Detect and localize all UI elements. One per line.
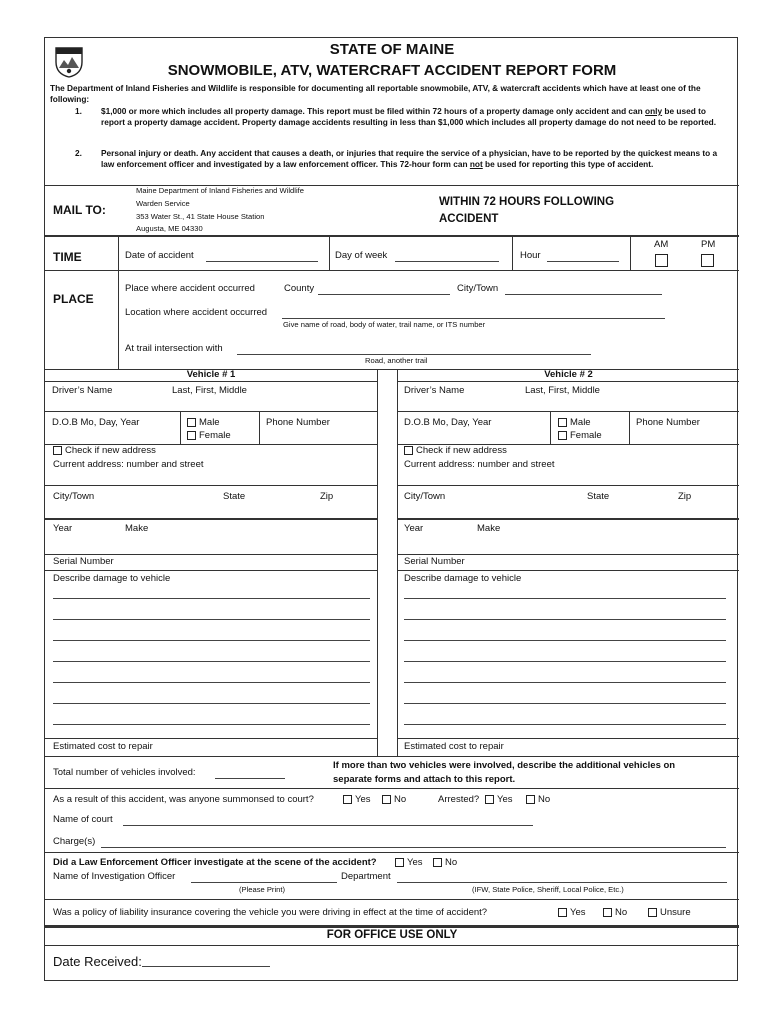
arrested-no-checkbox[interactable] — [526, 795, 535, 804]
vehicle-1-damage-line[interactable] — [53, 672, 370, 683]
officer-yes-checkbox[interactable] — [395, 858, 404, 867]
arrested-yes-checkbox[interactable] — [485, 795, 494, 804]
vehicle-2-damage-line[interactable] — [404, 630, 726, 641]
vehicle-1-heading: Vehicle # 1 — [186, 369, 236, 380]
vehicle-2-damage-label: Describe damage to vehicle — [404, 573, 522, 584]
officer-no-checkbox[interactable] — [433, 858, 442, 867]
summonsed-yes-checkbox[interactable] — [343, 795, 352, 804]
am-label: AM — [654, 239, 669, 250]
vehicle-2-make-label: Make — [477, 523, 501, 534]
place-occurred-label: Place where accident occurred — [125, 283, 255, 294]
vehicle-1-damage-line[interactable] — [53, 651, 370, 662]
vehicle-2-state-label: State — [587, 491, 610, 502]
vehicle-2-male-checkbox[interactable] — [558, 418, 567, 427]
insurance-question: Was a policy of liability insurance covering the vehicle you were driving in effect at the time of accident? — [53, 907, 488, 918]
department-label: Department — [341, 871, 391, 882]
vehicle-1-damage-line[interactable] — [53, 588, 370, 599]
vehicle-2-dob-label: D.O.B Mo, Day, Year — [404, 417, 492, 428]
vehicle-2-heading: Vehicle # 2 — [544, 369, 593, 380]
time-label: TIME — [53, 250, 82, 264]
vehicle-1-damage-line[interactable] — [53, 609, 370, 620]
vehicle-1-year-label: Year — [53, 523, 73, 534]
summonsed-question: As a result of this accident, was anyone summonsed to court? — [53, 794, 314, 805]
arrested-label: Arrested? — [438, 794, 480, 805]
officer-name-field[interactable] — [191, 872, 337, 883]
arrested-no-option[interactable]: No — [526, 794, 550, 805]
vehicle-1-male-checkbox[interactable] — [187, 418, 196, 427]
vehicle-1-driver-format: Last, First, Middle — [172, 385, 247, 396]
hour-label: Hour — [520, 250, 541, 261]
vehicle-2-driver-label: Driver’s Name — [404, 385, 465, 396]
vehicle-1-new-address-checkbox[interactable] — [53, 446, 62, 455]
vehicle-2-phone-label: Phone Number — [636, 417, 700, 428]
date-of-accident-label: Date of accident — [125, 250, 194, 261]
date-of-accident-field[interactable] — [206, 251, 318, 262]
mail-address-line1: Maine Department of Inland Fisheries and Wildlife — [136, 186, 304, 195]
form-title-state: STATE OF MAINE — [329, 41, 455, 58]
officer-name-label: Name of Investigation Officer — [53, 871, 176, 882]
vehicle-1-male-option[interactable]: Male — [187, 417, 220, 428]
vehicle-1-make-label: Make — [125, 523, 149, 534]
vehicle-1-dob-label: D.O.B Mo, Day, Year — [52, 417, 140, 428]
insurance-no-checkbox[interactable] — [603, 908, 612, 917]
charges-label: Charge(s) — [53, 836, 96, 847]
vehicle-1-female-option[interactable]: Female — [187, 430, 231, 441]
location-hint: Give name of road, body of water, trail name, or ITS number — [283, 320, 486, 329]
vehicle-1-damage-label: Describe damage to vehicle — [53, 573, 171, 584]
arrested-yes-option[interactable]: Yes — [485, 794, 513, 805]
county-field[interactable] — [318, 284, 450, 295]
vehicle-1-serial-label: Serial Number — [53, 556, 114, 567]
vehicle-1-new-address-option[interactable]: Check if new address — [53, 445, 156, 456]
court-name-label: Name of court — [53, 814, 113, 825]
summonsed-no-checkbox[interactable] — [382, 795, 391, 804]
day-of-week-label: Day of week — [335, 250, 388, 261]
report-form — [44, 37, 738, 981]
mail-address-line3: 353 Water St., 41 State House Station — [136, 212, 265, 221]
insurance-unsure-option[interactable]: Unsure — [648, 907, 691, 918]
location-field[interactable] — [282, 308, 665, 319]
intro-item1-number: 1. — [75, 106, 82, 116]
date-received-label: Date Received: — [53, 954, 142, 969]
officer-no-option[interactable]: No — [433, 857, 457, 868]
officer-yes-option[interactable]: Yes — [395, 857, 423, 868]
vehicle-2-cost-label: Estimated cost to repair — [404, 741, 504, 752]
vehicle-1-damage-line[interactable] — [53, 693, 370, 704]
mail-to-label: MAIL TO: — [53, 203, 106, 217]
date-received-field[interactable] — [142, 956, 270, 967]
court-name-field[interactable] — [123, 815, 533, 826]
vehicle-1-damage-line[interactable] — [53, 714, 370, 725]
vehicle-1-city-label: City/Town — [53, 491, 95, 502]
deadline-notice-line1: WITHIN 72 HOURS FOLLOWING — [439, 196, 615, 208]
vehicle-2-damage-line[interactable] — [404, 609, 726, 620]
mail-address-line2: Warden Service — [136, 199, 190, 208]
deadline-notice-line2: ACCIDENT — [439, 213, 499, 225]
am-checkbox[interactable] — [655, 254, 668, 267]
vehicle-1-driver-label: Driver’s Name — [52, 385, 113, 396]
trail-intersection-hint: Road, another trail — [365, 356, 428, 365]
hour-field[interactable] — [547, 251, 619, 262]
vehicle-1-damage-line[interactable] — [53, 630, 370, 641]
trail-intersection-label: At trail intersection with — [125, 343, 223, 354]
summonsed-no-option[interactable]: No — [382, 794, 406, 805]
intro-item1: $1,000 or more which includes all property damage. This report must be filed within 72 hours of a property damage only accident and can only be used to report a property damage accident. Property damage accidents resulting in less than $1,000 which includes all property damage do not need to be reported. — [101, 106, 717, 128]
intro-item2: Personal injury or death. Any accident that causes a death, or injuries that require the service of a physician, have to be reported by the quickest means to a law enforcement officer and investigated by a law enforcement officer. This 72-hour form can not be used for reporting this type of accident. — [101, 148, 718, 170]
day-of-week-field[interactable] — [395, 251, 499, 262]
city-town-field[interactable] — [505, 284, 662, 295]
total-vehicles-field[interactable] — [215, 768, 285, 779]
vehicle-2-male-option[interactable]: Male — [558, 417, 591, 428]
intro-item2-number: 2. — [75, 148, 82, 158]
place-label: PLACE — [53, 292, 94, 306]
county-label: County — [284, 283, 315, 294]
vehicle-1-phone-label: Phone Number — [266, 417, 330, 428]
vehicle-1-female-checkbox[interactable] — [187, 431, 196, 440]
officer-name-hint: (Please Print) — [239, 885, 286, 894]
vehicle-2-damage-line[interactable] — [404, 588, 726, 599]
vehicle-1-state-label: State — [223, 491, 246, 502]
vehicle-2-damage-line[interactable] — [404, 714, 726, 725]
insurance-unsure-checkbox[interactable] — [648, 908, 657, 917]
vehicle-2-damage-line[interactable] — [404, 693, 726, 704]
additional-vehicles-note-line1: If more than two vehicles were involved, describe the additional vehicles on — [333, 760, 676, 771]
trail-intersection-field[interactable] — [237, 344, 591, 355]
charges-field[interactable] — [101, 837, 726, 848]
office-use-heading: FOR OFFICE USE ONLY — [326, 929, 458, 941]
vehicle-2-new-address-option[interactable]: Check if new address — [404, 445, 507, 456]
pm-checkbox[interactable] — [701, 254, 714, 267]
vehicle-2-damage-line[interactable] — [404, 651, 726, 662]
insurance-yes-option[interactable]: Yes — [558, 907, 586, 918]
vehicle-2-female-option[interactable]: Female — [558, 430, 602, 441]
vehicle-1-cost-label: Estimated cost to repair — [53, 741, 153, 752]
department-field[interactable] — [397, 872, 727, 883]
total-vehicles-label: Total number of vehicles involved: — [53, 767, 196, 778]
summonsed-yes-option[interactable]: Yes — [343, 794, 371, 805]
vehicle-2-year-label: Year — [404, 523, 424, 534]
vehicle-2-zip-label: Zip — [678, 491, 692, 502]
insurance-yes-checkbox[interactable] — [558, 908, 567, 917]
vehicle-2-city-label: City/Town — [404, 491, 446, 502]
vehicle-1-zip-label: Zip — [320, 491, 334, 502]
officer-investigated-question: Did a Law Enforcement Officer investigate at the scene of the accident? — [53, 857, 377, 868]
vehicle-2-new-address-checkbox[interactable] — [404, 446, 413, 455]
additional-vehicles-note-line2: separate forms and attach to this report. — [333, 774, 516, 785]
pm-label: PM — [701, 239, 716, 250]
department-hint: (IFW, State Police, Sheriff, Local Police, Etc.) — [472, 885, 624, 894]
location-label: Location where accident occurred — [125, 307, 268, 318]
vehicle-2-driver-format: Last, First, Middle — [525, 385, 600, 396]
vehicle-2-female-checkbox[interactable] — [558, 431, 567, 440]
mail-address-line4: Augusta, ME 04330 — [136, 224, 203, 233]
intro-lead: The Department of Inland Fisheries and Wildlife is responsible for documenting all reportable snowmobile, ATV, & watercraft accidents which have at least one of the following: — [50, 83, 701, 105]
vehicle-2-address-label: Current address: number and street — [404, 459, 555, 470]
form-title-main: SNOWMOBILE, ATV, WATERCRAFT ACCIDENT REPORT FORM — [167, 62, 617, 79]
vehicle-2-damage-line[interactable] — [404, 672, 726, 683]
vehicle-2-serial-label: Serial Number — [404, 556, 465, 567]
city-town-label: City/Town — [457, 283, 499, 294]
vehicle-1-address-label: Current address: number and street — [53, 459, 204, 470]
insurance-no-option[interactable]: No — [603, 907, 627, 918]
